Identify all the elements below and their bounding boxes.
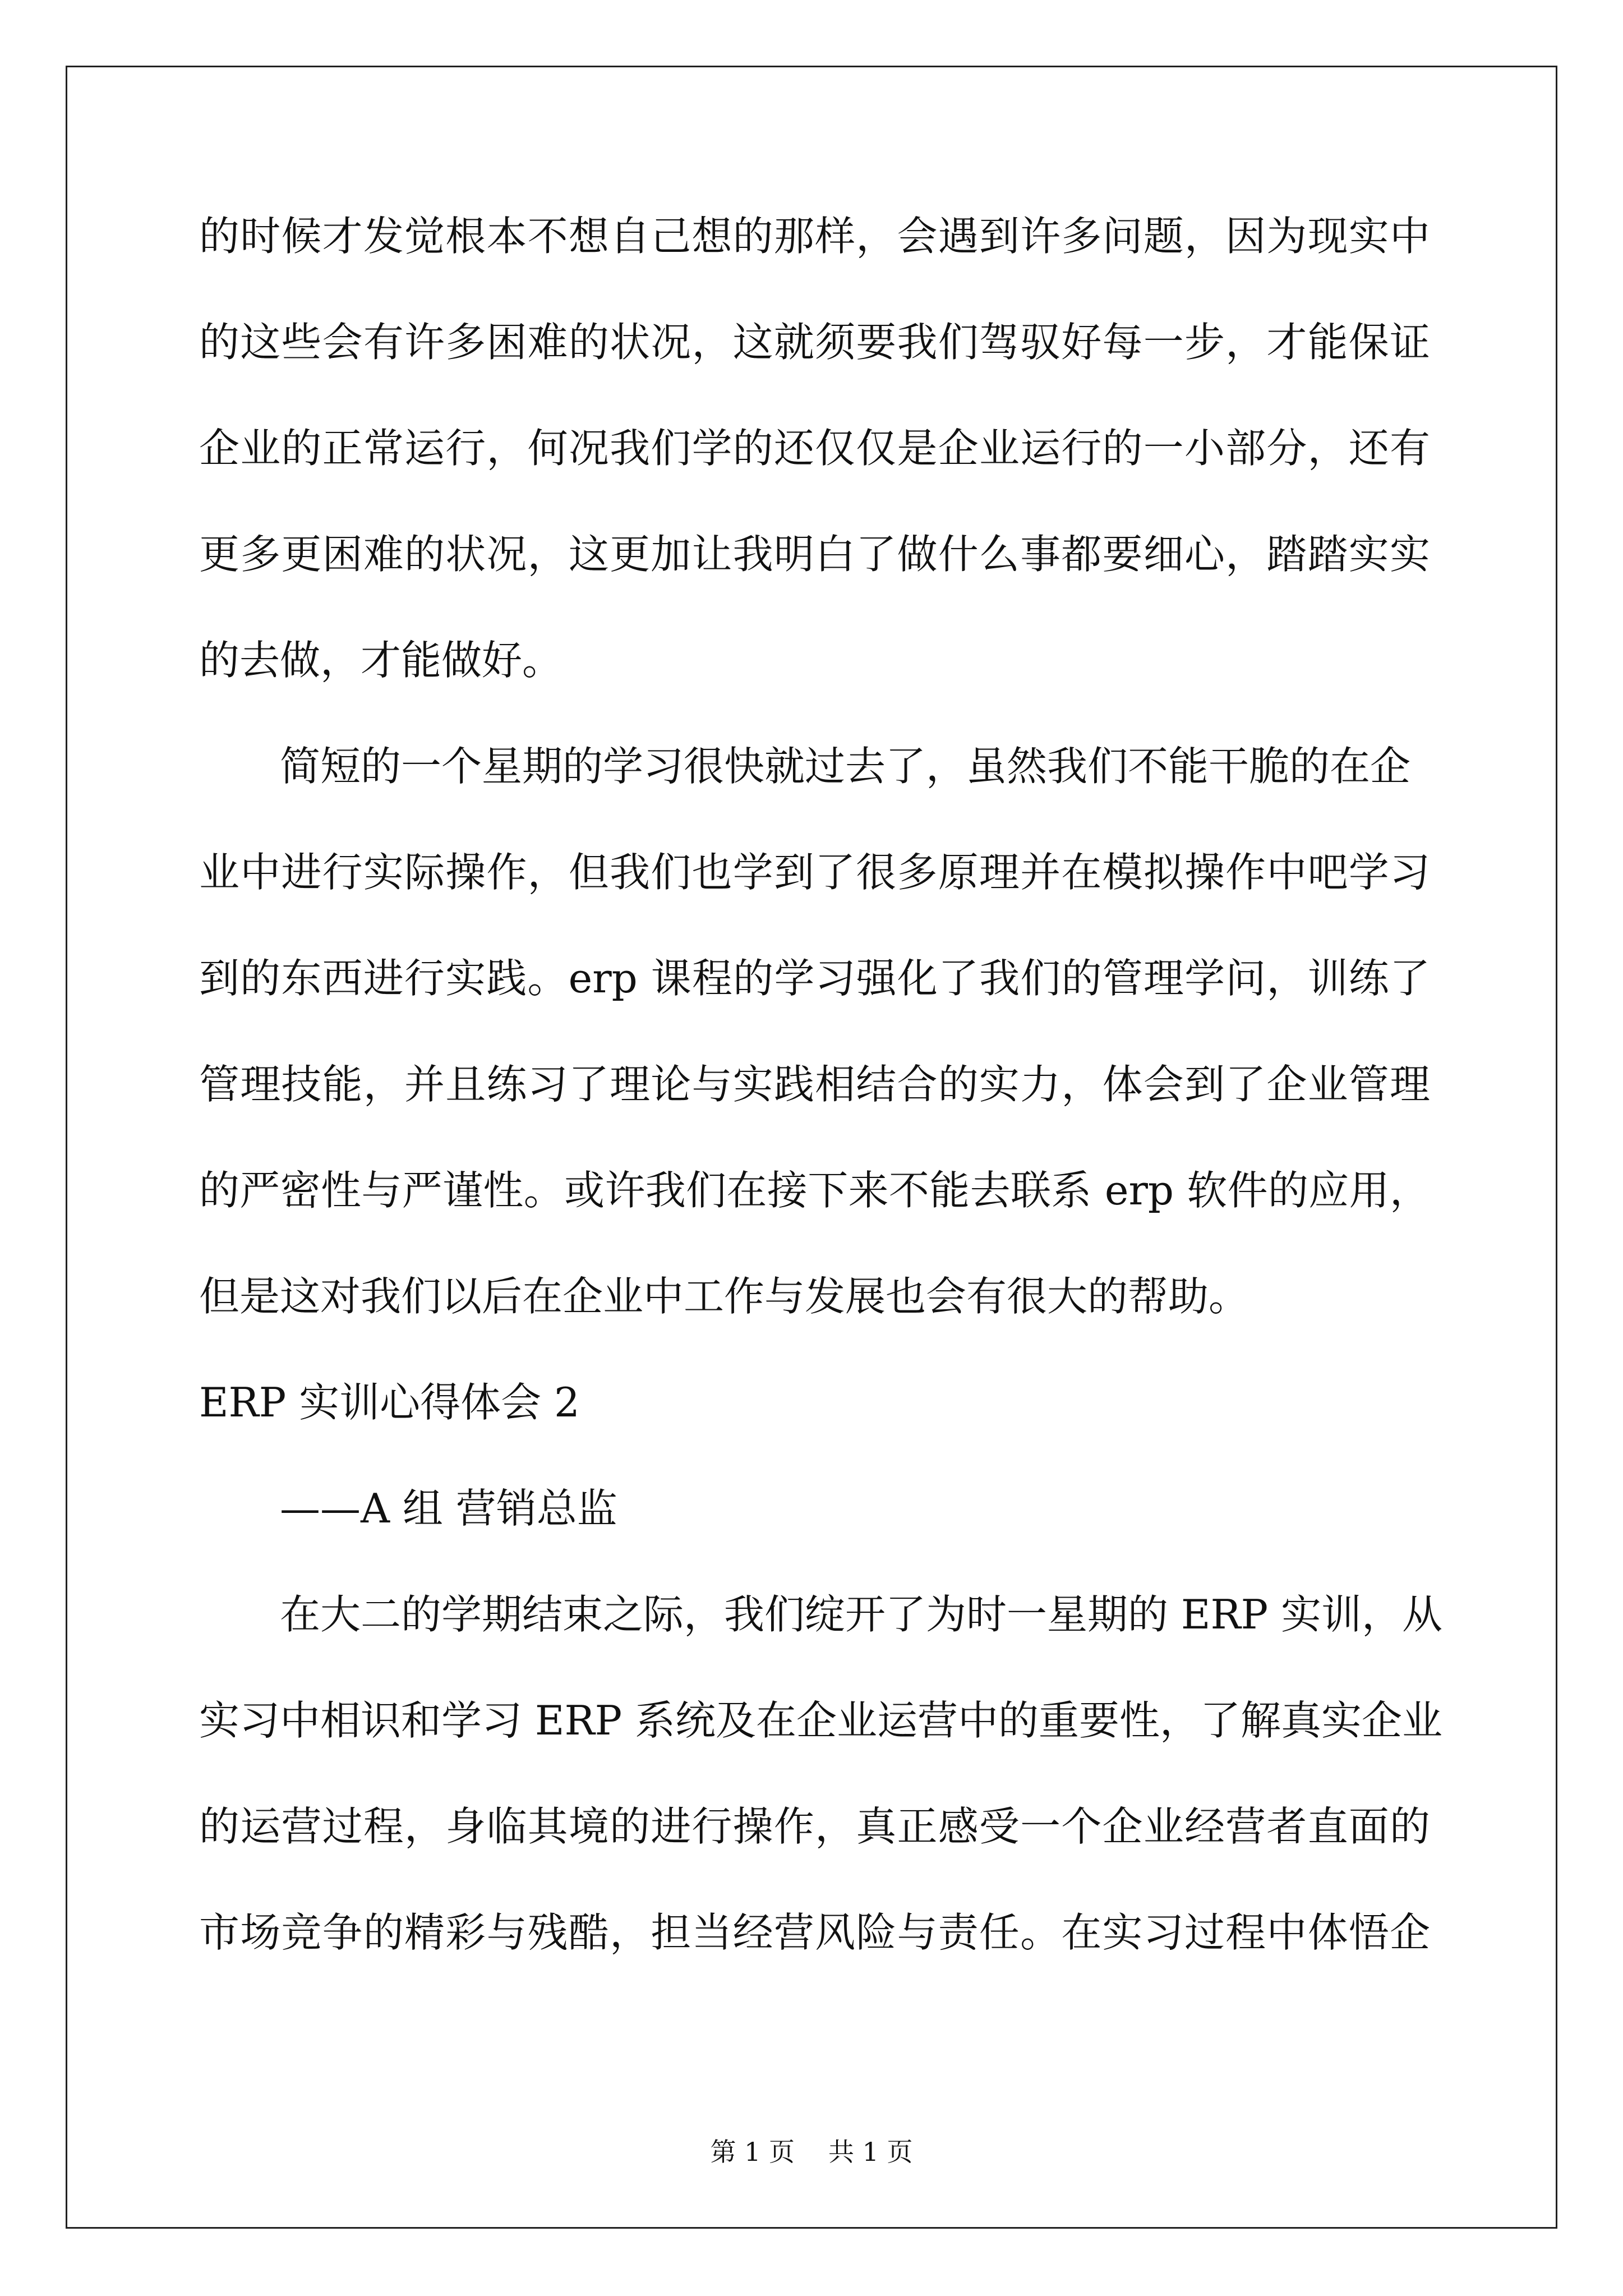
page-number: 第 1 页 [710,2137,795,2167]
text-line: 到的东西进行实践。erp 课程的学习强化了我们的管理学问，训练了 [199,955,1430,1002]
section-subtitle: ——A 组 营销总监 [280,1485,617,1532]
section-heading: ERP 实训心得体会 2 [199,1379,580,1426]
document-body [199,213,1450,2018]
text-line: 的运营过程，身临其境的进行操作，真正感受一个企业经营者直面的 [199,1803,1430,1850]
paragraph-start-line: 简短的一个星期的学习很快就过去了，虽然我们不能干脆的在企 [280,743,1411,790]
text-line: 更多更困难的状况，这更加让我明白了做什么事都要细心，踏踏实实 [199,531,1430,578]
text-line: 的去做，才能做好。 [199,637,563,684]
paragraph-start-line: 在大二的学期结束之际，我们绽开了为时一星期的 ERP 实训，从 [280,1591,1442,1638]
text-line: 市场竞争的精彩与残酷，担当经营风险与责任。在实习过程中体悟企 [199,1909,1430,1956]
text-line: 业中进行实际操作，但我们也学到了很多原理并在模拟操作中吧学习 [199,849,1430,896]
text-line: 的时候才发觉根本不想自己想的那样，会遇到许多问题，因为现实中 [199,213,1430,260]
page-footer [0,2139,1623,2165]
text-line: 的严密性与严谨性。或许我们在接下来不能去联系 erp 软件的应用， [199,1167,1430,1214]
text-line: 但是这对我们以后在企业中工作与发展也会有很大的帮助。 [199,1273,1249,1320]
text-line: 的这些会有许多困难的状况，这就须要我们驾驭好每一步，才能保证 [199,319,1430,366]
text-line: 管理技能，并且练习了理论与实践相结合的实力，体会到了企业管理 [199,1061,1430,1108]
total-pages: 共 1 页 [828,2137,913,2167]
text-line: 企业的正常运行，何况我们学的还仅仅是企业运行的一小部分，还有 [199,425,1430,472]
text-line: 实习中相识和学习 ERP 系统及在企业运营中的重要性，了解真实企业 [199,1697,1442,1744]
